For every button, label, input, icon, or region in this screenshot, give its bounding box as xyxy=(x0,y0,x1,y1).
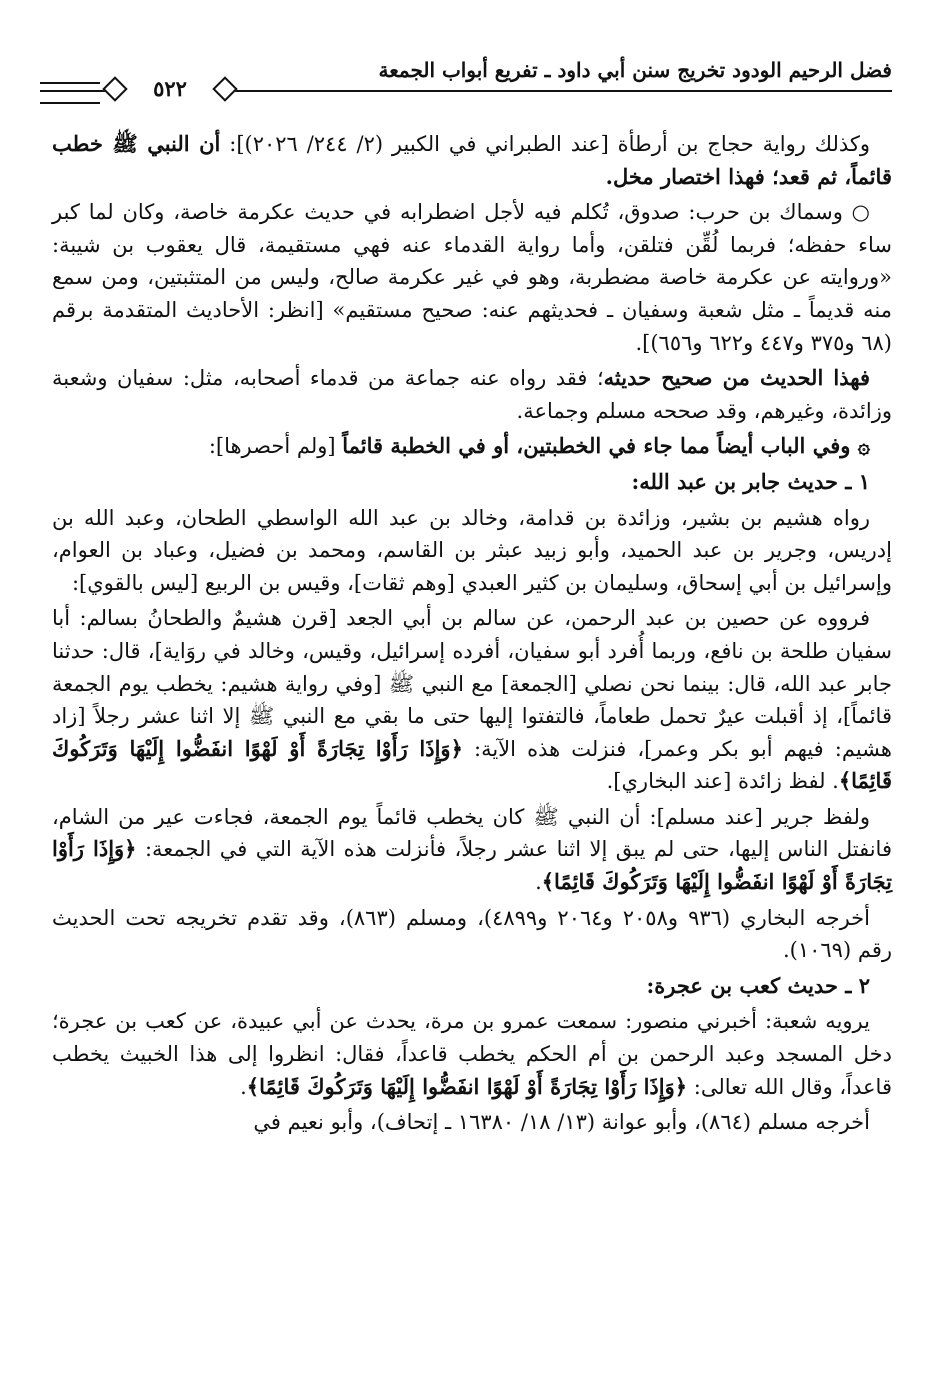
paragraph-sahih xyxy=(52,362,892,427)
header-ornament xyxy=(40,82,100,104)
paragraph-takhrij: أخرجه البخاري (٩٣٦ و٢٠٥٨ و٢٠٦٤ و٤٨٩٩)، ومسلم (٨٦٣)، وقد تقدم تخريجه تحت الحديث رقم (١٠٦٩). xyxy=(52,905,892,963)
text-span: فرووه عن حصين بن عبد الرحمن، عن سالم بن أبي الجعد [قرن هشيمٌ والطحانُ بسالم: أبا سفيان طلحة بن نافع، وربما أُفرد أبو سفيان، أفرده إسرائيل، وقيس، وخالد في روَاية]، قال: حدثنا جابر عبد الله، قال: بينما نحن نصلي [الجمعة] مع النبي ﷺ [وفي رواية هشيم: يخطب يوم الجمعة قائماً]، إذ أقبلت عيرٌ تحمل طعاماً، فالتفتوا إليها حتى ما بقي مع النبي ﷺ إلا اثنا عشر رجلاً [زاد هشيم: فيهم أبو بكر وعمر]، فنزلت هذه الآية: xyxy=(52,606,892,761)
paragraph-hadith-text xyxy=(52,602,892,798)
quran-verse: ﴿وَإِذَا رَأَوْا تِجَارَةً أَوْ لَهْوًا انفَضُّوا إِلَيْهَا وَتَرَكُوكَ قَائِمًا﴾ xyxy=(52,735,892,794)
quran-verse: ﴿وَإِذَا رَأَوْا تِجَارَةً أَوْ لَهْوًا انفَضُّوا إِلَيْهَا وَتَرَكُوكَ قَائِمًا﴾ xyxy=(52,836,892,895)
paragraph-shuba xyxy=(52,1005,892,1103)
page-header xyxy=(40,52,892,104)
bold-span: أن النبي ﷺ خطب قائماً، ثم قعد؛ فهذا اختصار مخل. xyxy=(52,131,892,189)
quran-verse: ﴿وَإِذَا رَأَوْا تِجَارَةً أَوْ لَهْوًا انفَضُّوا إِلَيْهَا وَتَرَكُوكَ قَائِمًا﴾ xyxy=(246,1073,688,1099)
heading-kaab: ٢ ـ حديث كعب بن عجرة: xyxy=(646,972,870,998)
text-span: . xyxy=(240,1074,247,1099)
page-body xyxy=(52,128,892,1142)
paragraph-muslim: أخرجه مسلم (٨٦٤)، وأبو عوانة (١٣/ ١٨/ ١٦٣٨٠ ـ إتحاف)، وأبو نعيم في xyxy=(253,1110,870,1135)
text-span: ولفظ جرير [عند مسلم]: أن النبي ﷺ كان يخطب قائماً يوم الجمعة، فجاءت عير من الشام، فانفتل الناس إليها، حتى لم يبق إلا اثنا عشر رجلاً، فأنزلت هذه الآية التي في الجمعة: xyxy=(52,804,892,862)
text-span: [ولم أحصرها]: xyxy=(208,434,343,459)
paragraph-bab xyxy=(52,430,892,463)
paragraph-jarir xyxy=(52,801,892,899)
text-span: وكذلك رواية حجاج بن أرطأة [عند الطبراني في الكبير (٢/ ٢٤٤/ ٢٠٢٦)]: xyxy=(220,132,870,156)
bold-span: ۞ وفي الباب أيضاً مما جاء في الخطبتين، أو في الخطبة قائماً xyxy=(342,433,870,459)
paragraph-narrators: رواه هشيم بن بشير، وزائدة بن قدامة، وخالد بن عبد الله الواسطي الطحان، وعبد الله بن إدريس، وجرير بن عبد الحميد، وأبو زبيد عبثر بن القاسم، ومحمد بن فضيل، وعباد بن العوام، وإسرائيل بن أبي إسحاق، وسليمان بن كثير العبدي [وهم ثقات]، وقيس بن الربيع [ليس بالقوي]: xyxy=(52,505,892,595)
page-number: ٥٢٢ xyxy=(110,74,230,104)
paragraph-simak: ○ وسماك بن حرب: صدوق، تُكلم فيه لأجل اضطرابه في حديث عكرمة خاصة، وكان لما كبر ساء حفظه؛ فربما لُقِّن فتلقن، وأما رواية القدماء عنه فهي مستقيمة، قال يعقوب بن شيبة: «وروايته عن عكرمة خاصة مضطربة، وهو في غير عكرمة صالح، وليس من المتثبتين، ومن سمع منه قديماً ـ مثل شعبة وسفيان ـ فحديثهم عنه: صحيح مستقيم» [انظر: الأحاديث المتقدمة برقم (٦٨ و٣٧٥ و٤٤٧ و٦٢٢ و٦٥٦)]. xyxy=(52,200,892,355)
text-span: ؛ فقد رواه عنه جماعة من قدماء أصحابه، مثل: سفيان وشعبة وزائدة، وغيرهم، وقد صححه مسلم وجماعة. xyxy=(52,366,892,423)
heading-jabir: ١ ـ حديث جابر بن عبد الله: xyxy=(631,468,870,494)
bold-span: فهذا الحديث من صحيح حديثه xyxy=(603,365,870,391)
running-title: فضل الرحيم الودود تخريج سنن أبي داود ـ تفريع أبواب الجمعة xyxy=(378,58,892,82)
text-span: . لفظ زائدة [عند البخاري]. xyxy=(606,769,839,794)
text-span: يرويه شعبة: أخبرني منصور: سمعت عمرو بن مرة، يحدث عن أبي عبيدة، عن كعب بن عجرة؛ دخل المسجد وعبد الرحمن بن أم الحكم يخطب قاعداً، فقال: انظروا إلى هذا الخبيث يخطب قاعداً، وقال الله تعالى: xyxy=(52,1009,892,1099)
paragraph-hajjaj xyxy=(52,128,892,193)
text-span: . xyxy=(535,870,542,895)
